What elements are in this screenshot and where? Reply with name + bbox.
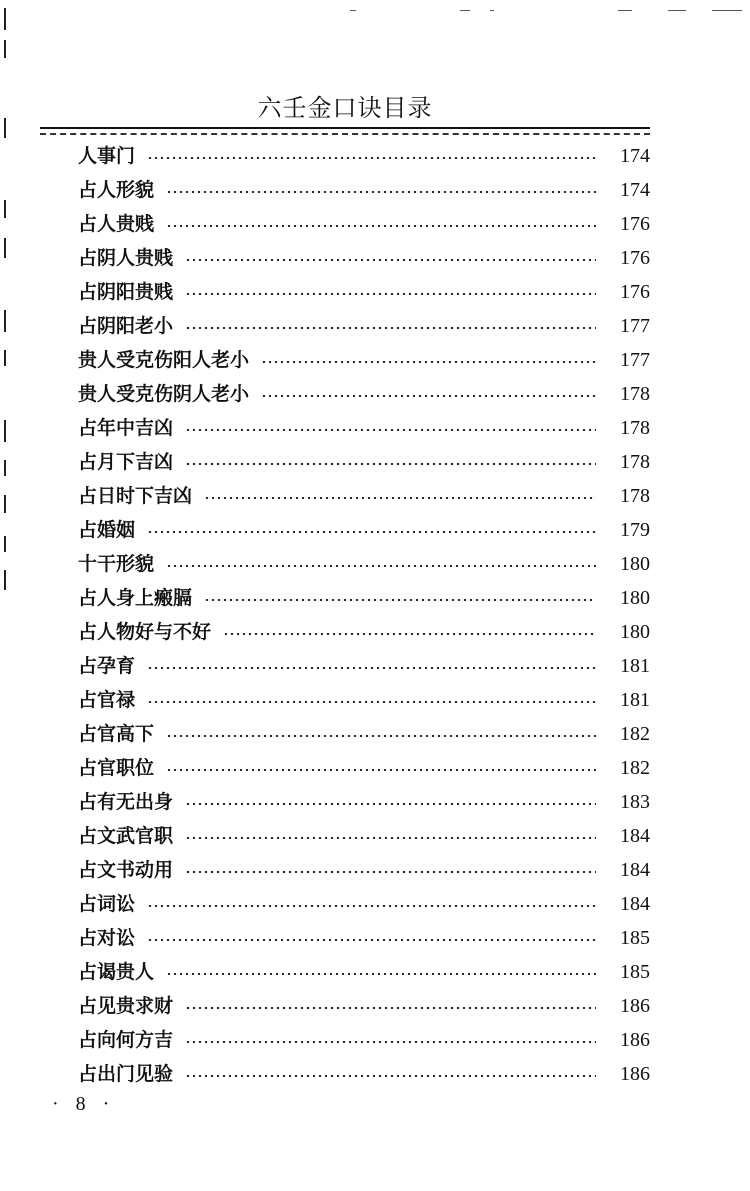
- dot-leader: [185, 429, 596, 431]
- toc-entry-title: 占人身上瘢膈: [78, 587, 193, 609]
- toc-entry-page: 185: [620, 961, 650, 983]
- dot-leader: [185, 259, 596, 261]
- toc-entry-page: 182: [620, 757, 650, 779]
- toc-entry[interactable]: [78, 343, 650, 377]
- dot-leader: [223, 633, 596, 635]
- toc-entry-page: 178: [620, 383, 650, 405]
- toc-entry-title: 占官禄: [78, 689, 136, 711]
- dot-leader: [147, 667, 596, 669]
- page-title: 六壬金口诀目录: [257, 94, 433, 122]
- toc-entry[interactable]: [78, 479, 650, 513]
- toc-entry-title: 占见贵求财: [78, 995, 174, 1017]
- scan-margin-line: [4, 40, 6, 58]
- toc-entry-title: 占文书动用: [78, 859, 174, 881]
- dot-leader: [147, 939, 596, 941]
- toc-entry[interactable]: [78, 887, 650, 921]
- toc-entry-page: 174: [620, 145, 650, 167]
- dot-leader: [185, 463, 596, 465]
- dot-leader: [147, 701, 596, 703]
- dot-leader: [166, 191, 596, 193]
- scan-margin-line: [4, 310, 6, 332]
- toc-entry[interactable]: [78, 717, 650, 751]
- toc-entry-title: 占人贵贱: [78, 213, 155, 235]
- toc-entry-title: 占阴阳老小: [78, 315, 174, 337]
- dot-leader: [185, 1041, 596, 1043]
- toc-entry-page: 174: [620, 179, 650, 201]
- scan-speck: [460, 10, 470, 11]
- toc-entry-title: 占人物好与不好: [78, 621, 212, 643]
- scan-margin-line: [4, 200, 6, 218]
- scan-margin-line: [4, 420, 6, 442]
- dot-leader: [185, 327, 596, 329]
- toc-entry-page: 178: [620, 417, 650, 439]
- dot-leader: [204, 497, 596, 499]
- toc-entry[interactable]: [78, 751, 650, 785]
- toc-entry[interactable]: [78, 955, 650, 989]
- toc-entry-title: 占阴阳贵贱: [78, 281, 174, 303]
- dot-leader: [166, 769, 596, 771]
- dot-leader: [204, 599, 596, 601]
- scan-margin-line: [4, 460, 6, 476]
- dot-leader: [166, 565, 596, 567]
- toc-entry[interactable]: [78, 581, 650, 615]
- toc-entry-page: 186: [620, 995, 650, 1017]
- title-rule: [40, 127, 650, 129]
- toc-entry-page: 186: [620, 1063, 650, 1085]
- dot-leader: [261, 361, 596, 363]
- toc-entry-title: 占词讼: [78, 893, 136, 915]
- dot-leader: [185, 837, 596, 839]
- toc-entry-title: 人事门: [78, 145, 136, 167]
- toc-entry-page: 176: [620, 213, 650, 235]
- toc-entry[interactable]: [78, 411, 650, 445]
- toc-entry[interactable]: [78, 1023, 650, 1057]
- toc-entry[interactable]: [78, 513, 650, 547]
- scan-speck: [618, 10, 632, 11]
- toc-entry[interactable]: [78, 241, 650, 275]
- toc-entry-page: 186: [620, 1029, 650, 1051]
- toc-entry-page: 178: [620, 451, 650, 473]
- toc-entry-title: 十干形貌: [78, 553, 155, 575]
- dot-leader: [261, 395, 596, 397]
- toc-entry[interactable]: [78, 785, 650, 819]
- toc-entry[interactable]: [78, 377, 650, 411]
- title-rule-dashed: [40, 133, 650, 135]
- toc-entry-title: 占婚姻: [78, 519, 136, 541]
- toc-entry-page: 181: [620, 689, 650, 711]
- toc-entry-page: 177: [620, 349, 650, 371]
- scan-margin-line: [4, 238, 6, 258]
- scan-margin-line: [4, 570, 6, 590]
- toc-entry[interactable]: [78, 683, 650, 717]
- toc-entry-title: 占日时下吉凶: [78, 485, 193, 507]
- toc-entry[interactable]: [78, 173, 650, 207]
- toc-entry-page: 180: [620, 587, 650, 609]
- toc-list: [78, 139, 650, 1091]
- toc-entry-page: 180: [620, 621, 650, 643]
- toc-entry-title: 占年中吉凶: [78, 417, 174, 439]
- toc-entry-title: 占官职位: [78, 757, 155, 779]
- scan-speck: [712, 10, 742, 11]
- toc-entry[interactable]: [78, 921, 650, 955]
- toc-entry-page: 184: [620, 893, 650, 915]
- toc-entry-title: 占对讼: [78, 927, 136, 949]
- scan-margin-line: [4, 536, 6, 552]
- dot-leader: [185, 1007, 596, 1009]
- dot-leader: [185, 293, 596, 295]
- toc-entry[interactable]: [78, 649, 650, 683]
- scan-margin-line: [4, 8, 6, 30]
- toc-entry-page: 176: [620, 281, 650, 303]
- toc-entry-title: 占文武官职: [78, 825, 174, 847]
- dot-leader: [166, 225, 596, 227]
- scan-speck: [668, 10, 686, 11]
- toc-entry-page: 184: [620, 825, 650, 847]
- toc-entry-title: 占孕育: [78, 655, 136, 677]
- dot-leader: [166, 973, 596, 975]
- toc-entry[interactable]: [78, 989, 650, 1023]
- toc-entry-title: 贵人受克伤阳人老小: [78, 349, 250, 371]
- toc-entry-title: 占有无出身: [78, 791, 174, 813]
- scan-speck: [490, 10, 494, 11]
- scan-margin-line: [4, 350, 6, 366]
- toc-entry-page: 183: [620, 791, 650, 813]
- toc-entry-page: 184: [620, 859, 650, 881]
- toc-entry-title: 贵人受克伤阴人老小: [78, 383, 250, 405]
- toc-entry-title: 占人形貌: [78, 179, 155, 201]
- toc-entry[interactable]: [78, 445, 650, 479]
- toc-entry-title: 占谒贵人: [78, 961, 155, 983]
- toc-entry-page: 179: [620, 519, 650, 541]
- toc-entry-page: 178: [620, 485, 650, 507]
- dot-leader: [147, 905, 596, 907]
- scan-margin-line: [4, 495, 6, 513]
- toc-entry[interactable]: [78, 207, 650, 241]
- toc-entry-title: 占阴人贵贱: [78, 247, 174, 269]
- toc-entry-title: 占官高下: [78, 723, 155, 745]
- dot-leader: [185, 803, 596, 805]
- toc-entry[interactable]: [78, 547, 650, 581]
- toc-entry-page: 180: [620, 553, 650, 575]
- toc-entry[interactable]: [78, 819, 650, 853]
- toc-entry[interactable]: [78, 853, 650, 887]
- toc-entry-title: 占月下吉凶: [78, 451, 174, 473]
- toc-entry-page: 181: [620, 655, 650, 677]
- toc-entry-page: 185: [620, 927, 650, 949]
- toc-entry-title: 占向何方吉: [78, 1029, 174, 1051]
- toc-entry[interactable]: [78, 615, 650, 649]
- dot-leader: [166, 735, 596, 737]
- page-number: · 8 ·: [52, 1093, 116, 1115]
- toc-entry[interactable]: [78, 1057, 650, 1091]
- toc-entry[interactable]: [78, 275, 650, 309]
- toc-entry-page: 182: [620, 723, 650, 745]
- toc-entry-page: 176: [620, 247, 650, 269]
- dot-leader: [147, 531, 596, 533]
- toc-entry[interactable]: [78, 309, 650, 343]
- toc-entry[interactable]: [78, 139, 650, 173]
- dot-leader: [185, 871, 596, 873]
- toc-entry-title: 占出门见验: [78, 1063, 174, 1085]
- toc-entry-page: 177: [620, 315, 650, 337]
- dot-leader: [147, 157, 596, 159]
- dot-leader: [185, 1075, 596, 1077]
- scan-speck: [350, 10, 356, 11]
